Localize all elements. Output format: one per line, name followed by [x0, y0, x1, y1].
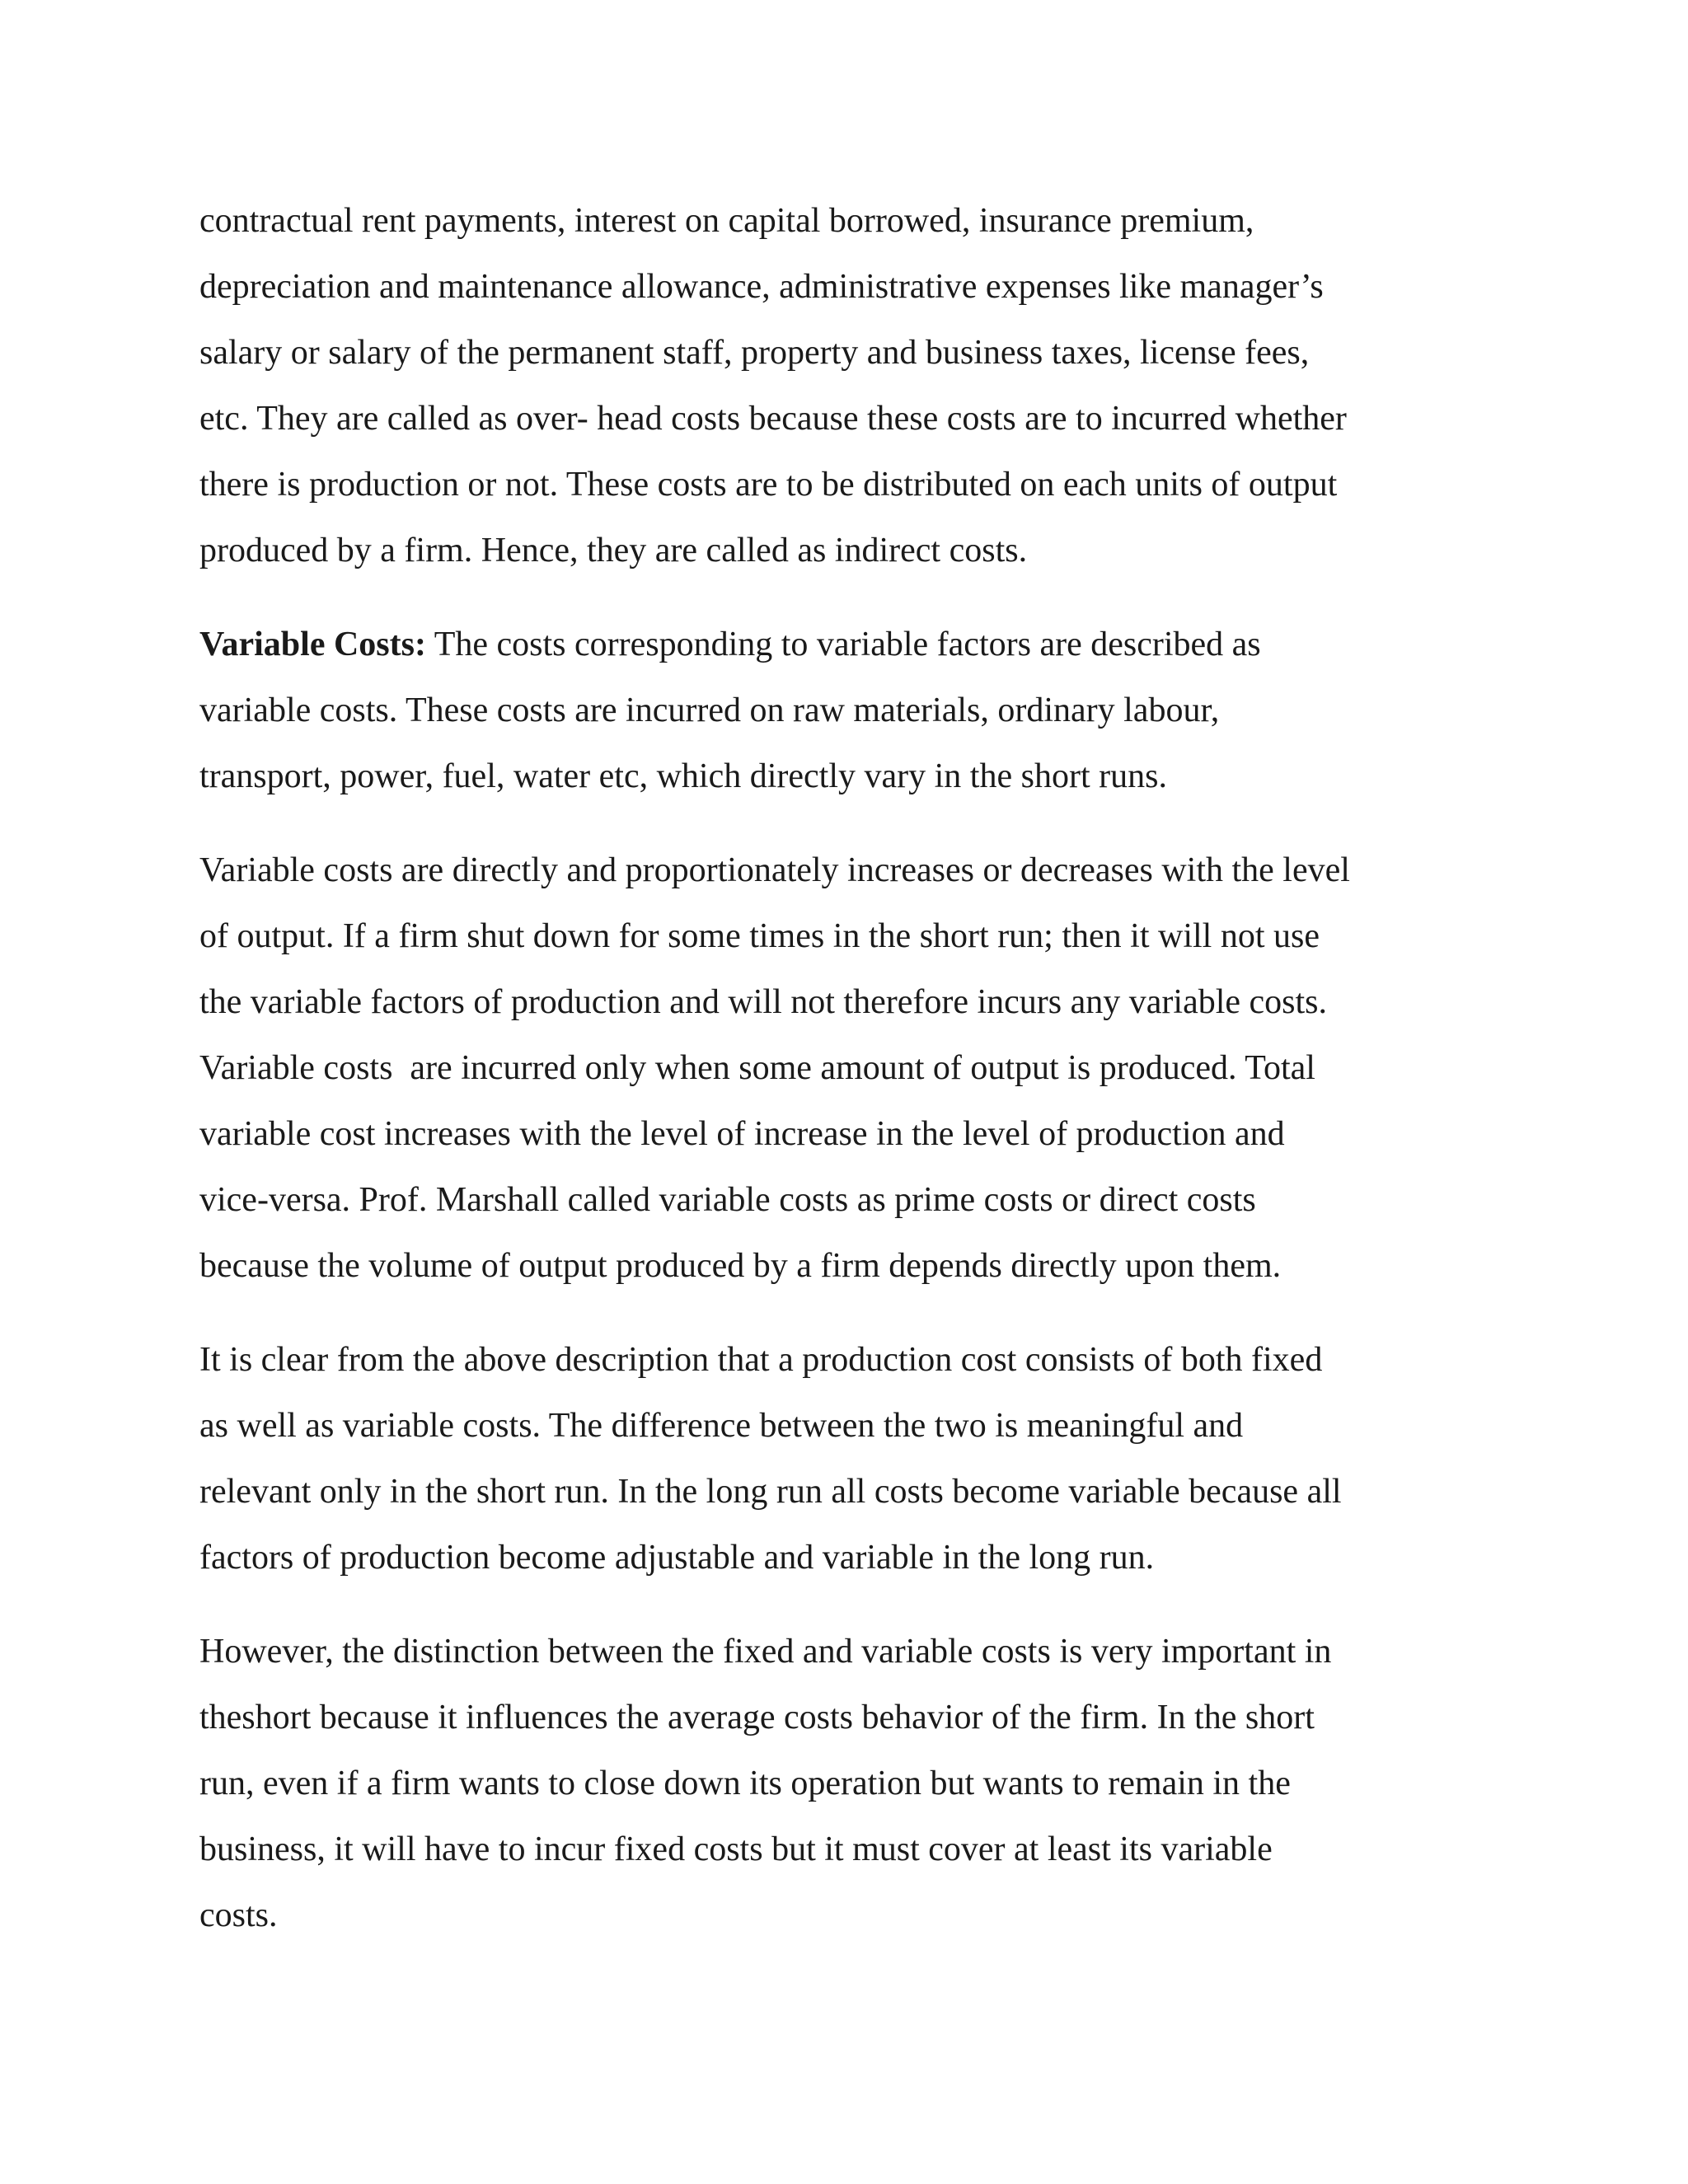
text-line — [199, 612, 1502, 677]
text-line: business, it will have to incur fixed costs but it must cover at least its variable — [199, 1830, 1273, 1868]
text-line: produced by a firm. Hence, they are called as indirect costs. — [199, 532, 1028, 569]
text-line: contractual rent payments, interest on capital borrowed, insurance premium, — [199, 202, 1254, 240]
paragraph-variable-costs-definition — [199, 612, 1502, 809]
text-line: the variable factors of production and will not therefore incurs any variable costs. — [199, 983, 1328, 1021]
text-line: there is production or not. These costs are to be distributed on each units of output — [199, 466, 1338, 504]
text-line: Variable costs are incurred only when some amount of output is produced. Total — [199, 1049, 1315, 1087]
text-line: costs. — [199, 1896, 278, 1934]
document-body — [199, 188, 1502, 1976]
text-line: transport, power, fuel, water etc, which directly vary in the short runs. — [199, 757, 1167, 795]
text-line: variable costs. These costs are incurred on raw materials, ordinary labour, — [199, 691, 1220, 729]
text-line: vice-versa. Prof. Marshall called variable costs as prime costs or direct costs — [199, 1181, 1256, 1219]
paragraph-short-run-distinction — [199, 1619, 1502, 1948]
paragraph-variable-costs-explanation — [199, 837, 1502, 1299]
text-line: theshort because it influences the average costs behavior of the firm. In the short — [199, 1699, 1315, 1736]
text-line: Variable costs are directly and proportionately increases or decreases with the level — [199, 851, 1350, 889]
text-line: variable cost increases with the level of increase in the level of production and — [199, 1115, 1285, 1153]
text-line: etc. They are called as over- head costs because these costs are to incurred whether — [199, 400, 1347, 438]
text-line: depreciation and maintenance allowance, administrative expenses like manager’s — [199, 268, 1324, 306]
paragraph-fixed-vs-variable — [199, 1327, 1502, 1591]
text-line: It is clear from the above description that a production cost consists of both fixed — [199, 1341, 1323, 1379]
text-line: of output. If a firm shut down for some times in the short run; then it will not use — [199, 917, 1320, 955]
text-line: because the volume of output produced by a firm depends directly upon them. — [199, 1247, 1282, 1285]
section-heading-variable-costs: Variable Costs: — [199, 626, 426, 663]
text-line: run, even if a firm wants to close down its operation but wants to remain in the — [199, 1765, 1291, 1802]
text-line: However, the distinction between the fixed and variable costs is very important in — [199, 1633, 1332, 1671]
text-line: relevant only in the short run. In the long run all costs become variable because all — [199, 1473, 1342, 1511]
text-line: factors of production become adjustable and variable in the long run. — [199, 1539, 1155, 1577]
paragraph-fixed-costs-continued — [199, 188, 1502, 583]
text-line: salary or salary of the permanent staff, property and business taxes, license fees, — [199, 334, 1310, 372]
text-segment: The costs corresponding to variable factors are described as — [425, 626, 1261, 663]
text-line: as well as variable costs. The difference between the two is meaningful and — [199, 1407, 1244, 1445]
